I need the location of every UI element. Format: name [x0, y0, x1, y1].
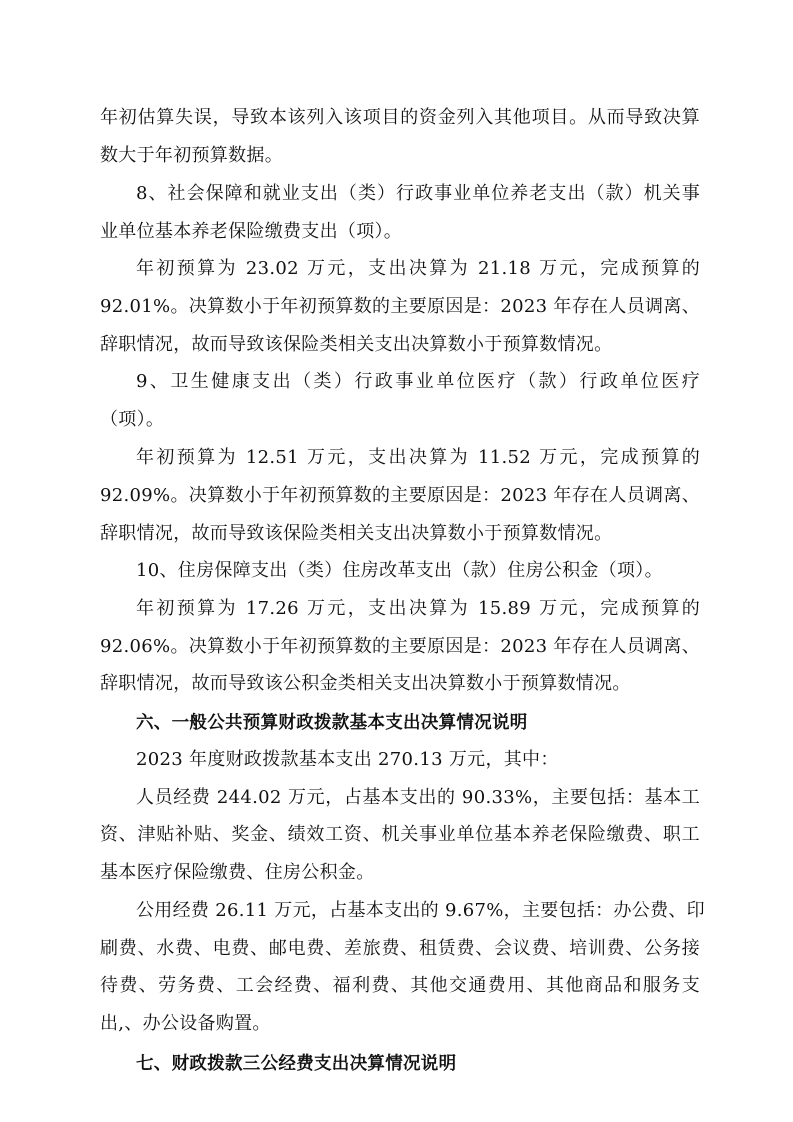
paragraph-line: 数大于年初预算数据。	[100, 145, 283, 166]
paragraph-line: 年初预算为 12.51 万元，支出决算为 11.52 万元，完成预算的	[136, 447, 700, 468]
paragraph-line: 92.09%。决算数小于年初预算数的主要原因是：2023 年存在人员调离、	[100, 485, 700, 506]
section-item-9-title: 9、卫生健康支出（类）行政事业单位医疗（款）行政单位医疗	[136, 371, 700, 392]
paragraph-line: 年初预算为 17.26 万元，支出决算为 15.89 万元，完成预算的	[136, 598, 700, 619]
paragraph-line: 基本医疗保险缴费、住房公积金。	[100, 862, 375, 883]
paragraph-line: 年初预算为 23.02 万元，支出决算为 21.18 万元，完成预算的	[136, 258, 700, 279]
section-item-10-title: 10、住房保障支出（类）住房改革支出（款）住房公积金（项）。	[136, 560, 663, 581]
paragraph-line: 待费、劳务费、工会经费、福利费、其他交通费用、其他商品和服务支	[100, 975, 700, 996]
paragraph-line: 2023 年度财政拨款基本支出 270.13 万元，其中：	[136, 749, 559, 770]
paragraph-line: 人员经费 244.02 万元，占基本支出的 90.33%，主要包括：基本工	[136, 787, 700, 808]
section-heading-seven: 七、财政拨款三公经费支出决算情况说明	[136, 1054, 457, 1074]
paragraph-line: 辞职情况，故而导致该公积金类相关支出决算数小于预算数情况。	[100, 673, 631, 694]
paragraph-line: 刷费、水费、电费、邮电费、差旅费、租赁费、会议费、培训费、公务接	[100, 938, 700, 959]
section-item-9-title-cont: （项）。	[100, 409, 165, 430]
paragraph-line: 辞职情况，故而导致该保险类相关支出决算数小于预算数情况。	[100, 334, 613, 355]
paragraph-line: 资、津贴补贴、奖金、绩效工资、机关事业单位基本养老保险缴费、职工	[100, 824, 700, 845]
paragraph-line: 年初估算失误，导致本该列入该项目的资金列入其他项目。从而导致决算	[100, 107, 700, 128]
paragraph-line: 92.06%。决算数小于年初预算数的主要原因是：2023 年存在人员调离、	[100, 636, 700, 657]
paragraph-line: 辞职情况，故而导致该保险类相关支出决算数小于预算数情况。	[100, 523, 613, 544]
section-item-8-title-cont: 业单位基本养老保险缴费支出（项）。	[100, 221, 403, 242]
section-heading-six: 六、一般公共预算财政拨款基本支出决算情况说明	[136, 713, 528, 733]
paragraph-line: 92.01%。决算数小于年初预算数的主要原因是：2023 年存在人员调离、	[100, 296, 700, 317]
paragraph-line: 出,、办公设备购置。	[100, 1013, 271, 1034]
section-item-8-title: 8、社会保障和就业支出（类）行政事业单位养老支出（款）机关事	[136, 183, 700, 204]
paragraph-line: 公用经费 26.11 万元，占基本支出的 9.67%，主要包括：办公费、印	[136, 900, 705, 921]
